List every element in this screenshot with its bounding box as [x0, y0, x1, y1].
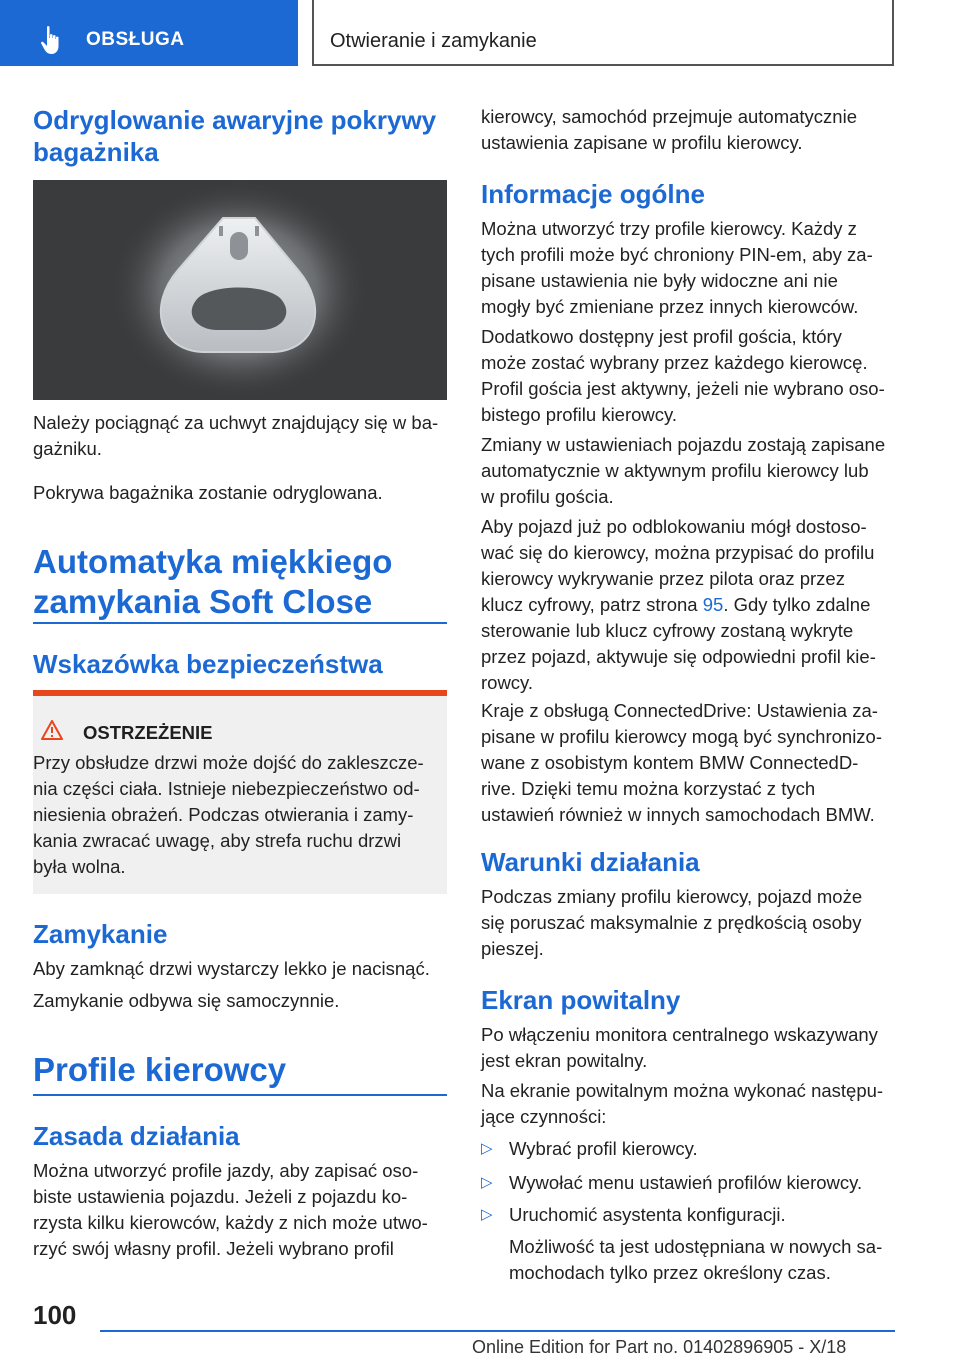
text-line: jące czynności:	[481, 1106, 607, 1127]
heading-emergency-unlock	[33, 104, 447, 168]
list-item-text: Uruchomić asystenta konfiguracji.	[509, 1204, 786, 1225]
text-line: Przy obsłudze drzwi może dojść do zakleszcze-	[33, 752, 424, 773]
text-line: gażniku.	[33, 438, 102, 459]
text-line: Po włączeniu monitora centralnego wskazywany	[481, 1024, 878, 1045]
heading-driver-profiles: Profile kierowcy	[33, 1051, 287, 1088]
text-line: pieszej.	[481, 938, 544, 959]
text-line: mochodach tylko przez określony czas.	[509, 1262, 831, 1283]
heading-welcome-screen: Ekran powitalny	[481, 985, 681, 1015]
text-line: rowcy.	[481, 672, 534, 693]
triangle-bullet-icon: ▷	[481, 1206, 493, 1223]
paragraph-pull-handle	[33, 410, 447, 462]
heading-closing: Zamykanie	[33, 919, 168, 949]
section-divider	[33, 1094, 447, 1096]
paragraph-profile-continuation	[481, 104, 895, 156]
heading-conditions: Warunki działania	[481, 847, 700, 877]
text-line: Aby pojazd już po odblokowaniu mógł dostoso-	[481, 516, 867, 537]
chapter-tab[interactable]	[0, 0, 298, 66]
paragraph-conditions	[481, 884, 895, 962]
text-line: rzyć swój własny profil. Jeżeli wybrano profil	[33, 1238, 394, 1259]
section-title: Otwieranie i zamykanie	[330, 30, 537, 52]
text-line: wać się do kierowcy, można przypisać do profilu	[481, 542, 875, 563]
trunk-release-handle-photo	[33, 180, 447, 400]
paragraph-connecteddrive	[481, 698, 895, 828]
paragraph-trunk-unlocked: Pokrywa bagażnika zostanie odryglowana.	[33, 482, 383, 503]
chapter-tab-label: OBSŁUGA	[86, 29, 185, 50]
heading-line: zamykania Soft Close	[33, 583, 373, 620]
triangle-bullet-icon: ▷	[481, 1140, 493, 1157]
text-line: ustawienia zapisane w profilu kierowcy.	[481, 132, 803, 153]
text-line: kania zwracać uwagę, aby strefa ruchu drzwi	[33, 830, 402, 851]
text-line: Profil gościa jest aktywny, jeżeli nie wybrano oso-	[481, 378, 885, 399]
text-fragment: . Gdy tylko zdalne	[723, 594, 871, 615]
text-line: Można utworzyć profile jazdy, aby zapisać oso-	[33, 1160, 419, 1181]
text-line: nia części ciała. Istnieje niebezpieczeństwo od-	[33, 778, 420, 799]
text-line: była wolna.	[33, 856, 126, 877]
paragraph-welcome-1	[481, 1022, 895, 1074]
footer-edition: Online Edition for Part no. 01402896905 - X/18	[472, 1337, 847, 1357]
text-line: sterowanie lub klucz cyfrowy zostaną wykryte	[481, 620, 854, 641]
list-item-text: Wybrać profil kierowcy.	[509, 1138, 698, 1159]
text-line	[481, 592, 895, 618]
page-reference-link[interactable]: 95	[702, 594, 724, 615]
text-line: niesienia obrażeń. Podczas otwierania i zamy-	[33, 804, 414, 825]
text-line: w profilu gościa.	[481, 486, 614, 507]
paragraph-close-auto: Zamykanie odbywa się samoczynnie.	[33, 990, 340, 1011]
paragraph-principle	[33, 1158, 447, 1262]
text-line: Możliwość ta jest udostępniana w nowych sa-	[509, 1236, 883, 1257]
text-line: Kraje z obsługą ConnectedDrive: Ustawienia za-	[481, 700, 878, 721]
warning-text	[33, 750, 439, 880]
footer-divider	[100, 1330, 895, 1332]
text-line: Na ekranie powitalnym można wykonać następu-	[481, 1080, 884, 1101]
text-line: się poruszać maksymalnie z prędkością osoby	[481, 912, 862, 933]
heading-safety-note: Wskazówka bezpieczeństwa	[33, 649, 383, 679]
heading-line: Automatyka miękkiego	[33, 543, 393, 580]
text-line: rzysta kilku kierowców, każdy z nich może utwo-	[33, 1212, 428, 1233]
section-header	[312, 0, 894, 66]
text-line: Należy pociągnąć za uchwyt znajdujący się w ba-	[33, 412, 439, 433]
paragraph-three-profiles	[481, 216, 895, 320]
triangle-bullet-icon: ▷	[481, 1174, 493, 1191]
paragraph-settings-saved	[481, 432, 895, 510]
heading-line: bagażnika	[33, 137, 159, 167]
paragraph-guest-profile	[481, 324, 895, 428]
text-line: przez pojazd, aktywuje się odpowiedni profil kie-	[481, 646, 876, 667]
warning-triangle-icon	[41, 720, 63, 740]
heading-soft-close	[33, 542, 447, 622]
text-line: może zostać wybrany przez każdego kierowcę.	[481, 352, 868, 373]
text-line: bistego profilu kierowcy.	[481, 404, 678, 425]
heading-principle: Zasada działania	[33, 1121, 240, 1151]
heading-general-info: Informacje ogólne	[481, 179, 705, 209]
list-item-text: Wywołać menu ustawień profilów kierowcy.	[509, 1172, 863, 1193]
text-line: tych profili może być chroniony PIN-em, aby za-	[481, 244, 873, 265]
text-line: pisane ustawienia nie były widoczne ani nie	[481, 270, 838, 291]
paragraph-close-press: Aby zamknąć drzwi wystarczy lekko je nacisnąć.	[33, 958, 430, 979]
hand-pointer-icon	[40, 25, 64, 55]
text-fragment: klucz cyfrowy, patrz strona	[481, 594, 703, 615]
text-line: mogły być zmieniane przez innych kierowców.	[481, 296, 859, 317]
text-line: pisane w profilu kierowcy mogą być synchronizo-	[481, 726, 883, 747]
text-line: jest ekran powitalny.	[481, 1050, 648, 1071]
paragraph-key-assignment	[481, 514, 895, 696]
text-line: automatycznie w aktywnym profilu kierowcy lub	[481, 460, 869, 481]
text-line: wane z osobistym kontem BMW ConnectedD-	[481, 752, 859, 773]
text-line: ustawień również w innych samochodach BMW.	[481, 804, 875, 825]
heading-line: Odryglowanie awaryjne pokrywy	[33, 105, 437, 135]
text-line: Podczas zmiany profilu kierowcy, pojazd może	[481, 886, 863, 907]
text-line: rive. Dzięki temu można korzystać z tych	[481, 778, 816, 799]
section-divider	[33, 622, 447, 624]
text-line: kierowcy, samochód przejmuje automatycznie	[481, 106, 857, 127]
list-item-note	[509, 1234, 895, 1286]
page-number: 100	[33, 1300, 77, 1330]
text-line: Dodatkowo dostępny jest profil gościa, który	[481, 326, 842, 347]
text-line: Można utworzyć trzy profile kierowcy. Każdy z	[481, 218, 857, 239]
text-line: kierowcy wykrywanie przez pilota oraz przez	[481, 568, 845, 589]
warning-title: OSTRZEŻENIE	[83, 722, 213, 743]
trunk-handle-image	[33, 180, 447, 400]
warning-box	[33, 690, 447, 894]
text-line: biste ustawienia pojazdu. Jeżeli z pojazdu ko-	[33, 1186, 408, 1207]
text-line: Zmiany w ustawieniach pojazdu zostają zapisane	[481, 434, 886, 455]
paragraph-welcome-2	[481, 1078, 895, 1130]
